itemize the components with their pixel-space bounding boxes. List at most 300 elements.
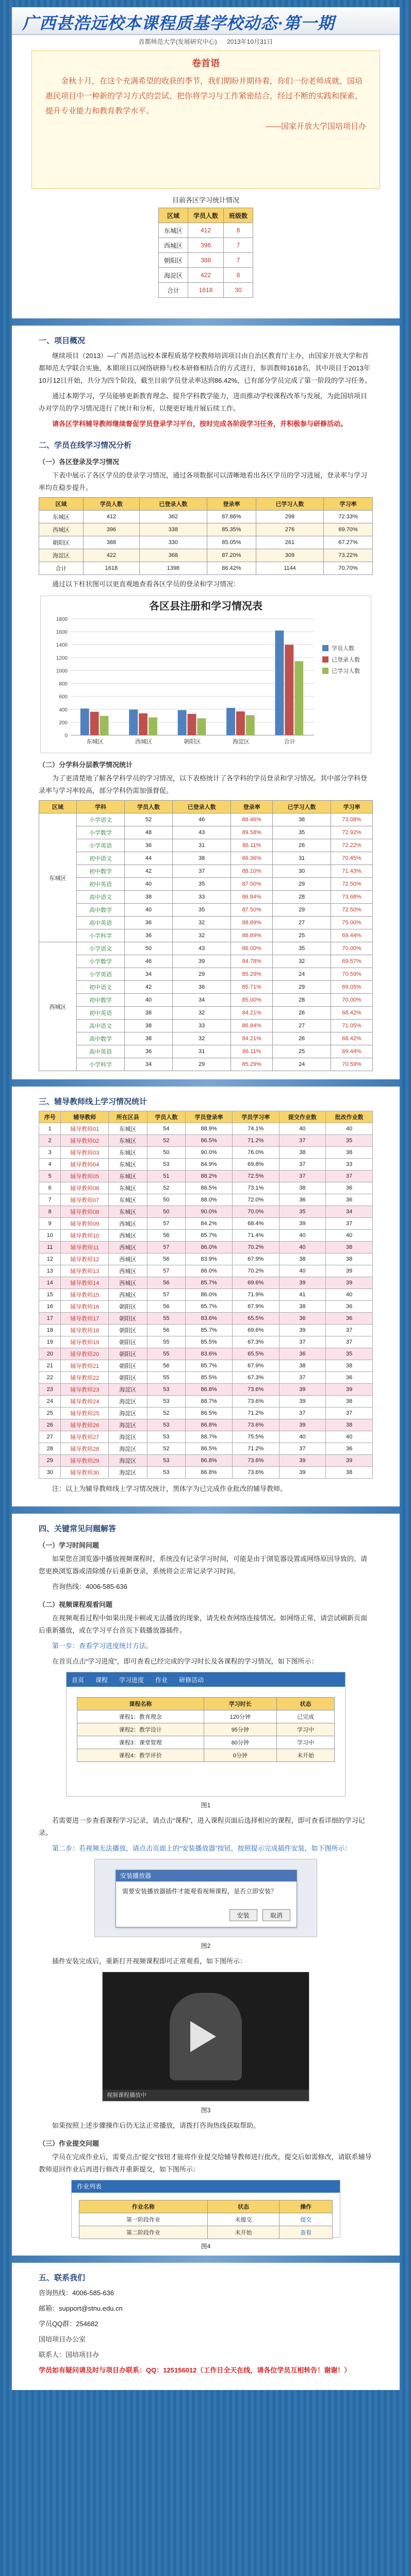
table-cell: 35 bbox=[273, 826, 331, 839]
table-cell: 未开始 bbox=[276, 1749, 334, 1762]
table-cell: 68.42% bbox=[331, 1007, 373, 1020]
table-row bbox=[39, 1058, 373, 1071]
table-row bbox=[39, 1171, 373, 1182]
table-cell: 海淀区 bbox=[108, 1419, 147, 1431]
table-row bbox=[158, 238, 253, 253]
platform-tab[interactable]: 学习进度 bbox=[119, 1676, 144, 1684]
header-banner bbox=[12, 7, 400, 35]
table-cell: 69.44% bbox=[331, 1045, 373, 1058]
table-cell: 小学科学 bbox=[76, 1058, 124, 1071]
column-header: 学员学习率 bbox=[232, 1111, 279, 1123]
dialog-title: 安装播放器 bbox=[116, 1870, 297, 1882]
table-cell: 已完成 bbox=[276, 1710, 334, 1723]
table-cell: 38 bbox=[125, 1007, 173, 1020]
table-cell: 57 bbox=[147, 1289, 186, 1301]
y-tick-label: 1600 bbox=[56, 630, 68, 636]
progress-row bbox=[77, 1710, 335, 1723]
table-cell: 88.89% bbox=[231, 917, 273, 929]
y-tick-label: 1400 bbox=[56, 642, 68, 649]
table-cell: 学习中 bbox=[276, 1723, 334, 1736]
section-divider bbox=[12, 2256, 400, 2263]
table-row bbox=[39, 1372, 373, 1384]
table-cell: 71.05% bbox=[331, 1020, 373, 1032]
table-cell: 17 bbox=[39, 1313, 61, 1325]
table-cell: 67.9% bbox=[232, 1253, 279, 1265]
table-cell: 37 bbox=[279, 1171, 326, 1182]
table-cell: 27 bbox=[273, 917, 331, 929]
cancel-button[interactable]: 取消 bbox=[262, 1909, 290, 1921]
table-cell: 西城区 bbox=[108, 1242, 147, 1253]
table-row bbox=[39, 852, 373, 865]
column-header: 登录率 bbox=[231, 801, 273, 814]
table-cell: 小学数学 bbox=[76, 826, 124, 839]
table-cell: 辅导教师21 bbox=[61, 1360, 109, 1372]
table-cell: 东城区 bbox=[108, 1147, 147, 1159]
table-cell: 辅导教师10 bbox=[61, 1230, 109, 1242]
paragraph: 为了更清楚地了解各学科学员的学习情况，以下表格统计了各学科的学员登录和学习情况。其中部分学科登录率与学习率较高，部分学科仍需加强督促。 bbox=[39, 774, 368, 794]
table-cell: 35 bbox=[279, 1206, 326, 1218]
table-cell: 57 bbox=[147, 1265, 186, 1277]
table-cell: 38 bbox=[326, 1147, 373, 1159]
table-cell: 11 bbox=[39, 1242, 61, 1253]
progress-header bbox=[77, 1698, 335, 1710]
table-row bbox=[39, 1348, 373, 1360]
table-row bbox=[39, 536, 373, 549]
bar-2 bbox=[149, 717, 157, 735]
table-cell: 72.50% bbox=[331, 878, 373, 891]
table-cell: 小学英语 bbox=[76, 968, 124, 981]
column-header: 学员人数 bbox=[125, 801, 173, 814]
table-cell: 朝阳区 bbox=[108, 1360, 147, 1372]
table-cell: 40 bbox=[326, 1289, 373, 1301]
table-cell: 44 bbox=[125, 852, 173, 865]
table-cell: 1144 bbox=[256, 562, 323, 575]
table-cell: 朝阳区 bbox=[158, 253, 188, 268]
table-cell: 31 bbox=[173, 1045, 231, 1058]
preface-signature: ——国家开放大学国培项目办 bbox=[265, 122, 366, 131]
table-cell: 3 bbox=[39, 1147, 61, 1159]
table-cell: 辅导教师07 bbox=[61, 1194, 109, 1206]
table-cell: 2 bbox=[39, 1135, 61, 1147]
table-cell: 东城区 bbox=[158, 223, 188, 238]
bar-0 bbox=[226, 708, 235, 735]
dialog-text: 需要安装播放器插件才能观看视频课程，是否立即安装？ bbox=[122, 1888, 277, 1895]
platform-tab[interactable]: 作业 bbox=[155, 1676, 168, 1684]
table-cell: 39 bbox=[279, 1277, 326, 1289]
table-cell: 50 bbox=[125, 942, 173, 955]
table-cell: 85.29% bbox=[231, 968, 273, 981]
table-cell: 东城区 bbox=[108, 1123, 147, 1135]
newsletter-title: 广西甚浩远校本课程质基学校动态·第一期 bbox=[22, 14, 335, 32]
x-tick-label: 朝阳区 bbox=[184, 739, 201, 745]
table-cell: 34 bbox=[125, 1058, 173, 1071]
table-cell: 84.9% bbox=[186, 1159, 233, 1171]
column-header: 状态 bbox=[276, 1698, 334, 1710]
table-cell: 73.6% bbox=[232, 1419, 279, 1431]
table-cell: 辅导教师01 bbox=[61, 1123, 109, 1135]
table-row bbox=[39, 1020, 373, 1032]
table-cell: 298 bbox=[256, 511, 323, 523]
table-cell: 西城区 bbox=[108, 1253, 147, 1265]
table-row bbox=[39, 1007, 373, 1020]
table-cell: 26 bbox=[273, 839, 331, 852]
table-cell: 东城区 bbox=[108, 1135, 147, 1147]
table-cell: 70.59% bbox=[331, 968, 373, 981]
contact-office: 国培项目办公室 bbox=[39, 2335, 86, 2343]
homework-title: 作业列表 bbox=[72, 2180, 340, 2193]
column-header: 批改作业数 bbox=[326, 1111, 373, 1123]
preface-text: 金秋十月，在这个充满希望的收获的季节，我们期盼并期待着，你们一份老师成就，国培惠民项目中一种新的学习方式的尝试、把你将学习与工作紧密结合，经过不断的实践和探索，提升专业能力和教育教学水平。 bbox=[45, 77, 363, 115]
table-cell: 35 bbox=[326, 1135, 373, 1147]
table-cell: 55 bbox=[147, 1313, 186, 1325]
table-cell: 辅导教师24 bbox=[61, 1396, 109, 1408]
table-row bbox=[39, 1301, 373, 1313]
column-header: 提交作业数 bbox=[279, 1111, 326, 1123]
table-row bbox=[39, 1159, 373, 1171]
table-cell: 20 bbox=[39, 1348, 61, 1360]
platform-tabs bbox=[67, 1672, 345, 1687]
table-cell: 辅导教师25 bbox=[61, 1408, 109, 1419]
table-cell: 86.42% bbox=[207, 562, 256, 575]
table-cell: 38 bbox=[125, 1020, 173, 1032]
table-cell: 15 bbox=[39, 1289, 61, 1301]
table-cell: 海淀区 bbox=[108, 1384, 147, 1396]
table-cell: 73.68% bbox=[331, 891, 373, 904]
y-tick-label: 200 bbox=[59, 720, 68, 726]
paragraph: 插件安装完成后，重新打开视频课程即可正常观看，如下图所示： bbox=[52, 1957, 247, 1965]
district-stats-body bbox=[39, 511, 373, 575]
table-cell: 70.2% bbox=[232, 1242, 279, 1253]
table-cell: 37 bbox=[279, 1372, 326, 1384]
table-cell: 辅导教师19 bbox=[61, 1336, 109, 1348]
table-cell: 38 bbox=[326, 1419, 373, 1431]
table-cell: 海淀区 bbox=[158, 268, 188, 283]
table-cell: 85.7% bbox=[186, 1277, 233, 1289]
bar-2 bbox=[246, 715, 255, 735]
column-header: 班级数 bbox=[224, 208, 253, 223]
hotline-text: 咨询热线：4006-585-636 bbox=[52, 1583, 127, 1590]
table-row bbox=[158, 283, 253, 298]
table-row bbox=[39, 929, 373, 942]
table-row bbox=[39, 523, 373, 536]
table-cell: 67.3% bbox=[232, 1336, 279, 1348]
table-cell: 72.92% bbox=[331, 826, 373, 839]
preface-title: 卷首语 bbox=[192, 58, 220, 69]
platform-tab[interactable]: 首页 bbox=[72, 1676, 85, 1684]
table-cell: 辅导教师15 bbox=[61, 1289, 109, 1301]
table-cell: 54 bbox=[147, 1123, 186, 1135]
table-cell: 25 bbox=[273, 929, 331, 942]
table-cell: 0分钟 bbox=[204, 1749, 276, 1762]
table-cell: 31 bbox=[173, 839, 231, 852]
section-divider bbox=[12, 1506, 400, 1514]
table-cell: 西城区 bbox=[108, 1277, 147, 1289]
preface-box bbox=[31, 50, 380, 189]
table-cell: 67.9% bbox=[232, 1301, 279, 1313]
table-cell: 海淀区 bbox=[108, 1455, 147, 1467]
table-cell: 69.44% bbox=[331, 929, 373, 942]
table-cell: 合计 bbox=[158, 283, 188, 298]
table-cell: 72.50% bbox=[331, 904, 373, 917]
table-cell: 13 bbox=[39, 1265, 61, 1277]
table-cell: 85.5% bbox=[186, 1372, 233, 1384]
table-cell: 37 bbox=[326, 1218, 373, 1230]
paragraph: 若需要进一步查看课程学习记录，请点击“课程”，进入课程页面后选择相应的课程，即可查看详细的学习记录。 bbox=[39, 1817, 365, 1837]
paragraph: 学员在完成作业后，需要点击“提交”按钮才能将作业提交给辅导教师进行批改。提交后如需修改，请联系辅导教师退回作业后再进行修改并重新提交，如下图所示： bbox=[39, 2153, 372, 2173]
legend-label: 已学习人数 bbox=[332, 668, 360, 674]
table-row bbox=[39, 917, 373, 929]
table-row bbox=[39, 981, 373, 994]
y-tick-label: 1200 bbox=[56, 655, 68, 662]
table-cell: 72.33% bbox=[324, 511, 373, 523]
table-cell: 52 bbox=[147, 1408, 186, 1419]
table-cell: 85.00% bbox=[231, 994, 273, 1007]
tutor-stats-body bbox=[39, 1123, 373, 1479]
table-cell: 29 bbox=[173, 1058, 231, 1071]
platform-tab[interactable]: 研修活动 bbox=[179, 1676, 204, 1684]
x-tick-label: 合计 bbox=[284, 739, 295, 745]
table-cell: 86.0% bbox=[186, 1242, 233, 1253]
table-cell: 海淀区 bbox=[108, 1467, 147, 1479]
bar-1 bbox=[90, 712, 99, 735]
table-cell: 388 bbox=[188, 253, 223, 268]
table-cell: 73.6% bbox=[232, 1467, 279, 1479]
table-cell: 辅导教师04 bbox=[61, 1159, 109, 1171]
table-cell: 50 bbox=[147, 1147, 186, 1159]
table-cell: 朝阳区 bbox=[108, 1372, 147, 1384]
table-cell: 海淀区 bbox=[108, 1431, 147, 1443]
table-cell: 38 bbox=[173, 852, 231, 865]
table-row bbox=[39, 994, 373, 1007]
issue-date: 2013年10月31日 bbox=[226, 38, 273, 45]
table-cell: 16 bbox=[39, 1301, 61, 1313]
table-cell: 70.00% bbox=[331, 942, 373, 955]
table-cell: 56 bbox=[147, 1253, 186, 1265]
table-cell: 55 bbox=[147, 1336, 186, 1348]
column-header: 辅导教师 bbox=[61, 1111, 109, 1123]
table-cell: 39 bbox=[279, 1384, 326, 1396]
table-cell: 高中英语 bbox=[76, 917, 124, 929]
section-faq bbox=[12, 1523, 400, 2250]
table-cell: 88.2% bbox=[186, 1171, 233, 1182]
table-cell: 120分钟 bbox=[204, 1710, 276, 1723]
table-cell: 辅导教师11 bbox=[61, 1242, 109, 1253]
table-cell: 46 bbox=[125, 955, 173, 968]
table-cell: 53 bbox=[147, 1159, 186, 1171]
platform-nav bbox=[67, 1672, 345, 1687]
table-cell: 1398 bbox=[139, 562, 207, 575]
table-cell: 28 bbox=[39, 1443, 61, 1455]
table-cell: 86.00% bbox=[231, 942, 273, 955]
y-tick-label: 800 bbox=[59, 681, 68, 687]
table-cell: 87.50% bbox=[231, 904, 273, 917]
table-cell: 东城区 bbox=[108, 1171, 147, 1182]
table-cell: 辅导教师02 bbox=[61, 1135, 109, 1147]
table-cell: 338 bbox=[139, 523, 207, 536]
table-cell: 西城区 bbox=[108, 1230, 147, 1242]
homework-action-link[interactable]: 提交 bbox=[280, 2213, 333, 2226]
table-cell: 39 bbox=[279, 1218, 326, 1230]
table-cell: 27 bbox=[39, 1431, 61, 1443]
table-cell: 73.1% bbox=[232, 1182, 279, 1194]
summary-table bbox=[158, 208, 253, 298]
table-cell: 422 bbox=[188, 268, 223, 283]
table-cell: 71.2% bbox=[232, 1443, 279, 1455]
table-cell: 37 bbox=[326, 1408, 373, 1419]
table-cell: 330 bbox=[139, 536, 207, 549]
table-row bbox=[39, 1277, 373, 1289]
column-header: 状态 bbox=[207, 2200, 279, 2213]
district-bar-chart bbox=[41, 596, 371, 753]
table-cell: 辅导教师23 bbox=[61, 1384, 109, 1396]
table-cell: 86.5% bbox=[186, 1408, 233, 1419]
table-cell: 50 bbox=[147, 1206, 186, 1218]
table-cell: 38 bbox=[279, 1360, 326, 1372]
table-cell: 40 bbox=[279, 1230, 326, 1242]
table-cell: 51 bbox=[147, 1171, 186, 1182]
table-row bbox=[39, 1396, 373, 1408]
table-cell: 67.27% bbox=[324, 536, 373, 549]
column-header: 学习率 bbox=[331, 801, 373, 814]
table-cell: 84.21% bbox=[231, 1007, 273, 1020]
table-cell: 37 bbox=[279, 1159, 326, 1171]
table-cell: 46 bbox=[173, 814, 231, 826]
table-cell: 29 bbox=[273, 878, 331, 891]
table-cell: 86.84% bbox=[231, 891, 273, 904]
table-row bbox=[39, 968, 373, 981]
table-cell: 396 bbox=[188, 238, 223, 253]
column-header: 区域 bbox=[39, 498, 84, 511]
table-row bbox=[39, 826, 373, 839]
bar-2 bbox=[100, 716, 109, 735]
table-cell: 1 bbox=[39, 1123, 61, 1135]
table-cell: 西城区 bbox=[158, 238, 188, 253]
table-cell: 39 bbox=[326, 1384, 373, 1396]
subsection-title: （二）分学科分层教学情况统计 bbox=[39, 761, 133, 769]
table-cell: 37 bbox=[326, 1336, 373, 1348]
y-tick-label: 1000 bbox=[56, 668, 68, 674]
table-cell: 朝阳区 bbox=[108, 1348, 147, 1360]
table-cell: 34 bbox=[125, 968, 173, 981]
table-cell: 37 bbox=[279, 1408, 326, 1419]
table-cell: 27 bbox=[273, 1020, 331, 1032]
subsection-title: （一）各区登录及学习情况 bbox=[39, 458, 120, 466]
table-cell: 396 bbox=[84, 523, 140, 536]
table-cell: 辅导教师06 bbox=[61, 1182, 109, 1194]
table-cell: 39 bbox=[326, 1265, 373, 1277]
table-row bbox=[39, 511, 373, 523]
table-cell: 95分钟 bbox=[204, 1723, 276, 1736]
bar-0 bbox=[178, 710, 187, 735]
homework-table bbox=[79, 2200, 333, 2239]
table-cell: 88.9% bbox=[186, 1123, 233, 1135]
table-cell: 38 bbox=[279, 1253, 326, 1265]
table-cell: 65.5% bbox=[232, 1313, 279, 1325]
table-cell: 8 bbox=[224, 268, 253, 283]
table-cell: 86.8% bbox=[186, 1467, 233, 1479]
table-cell: 40 bbox=[279, 1242, 326, 1253]
table-cell: 70.70% bbox=[324, 562, 373, 575]
table-cell: 海淀区 bbox=[108, 1396, 147, 1408]
contact-notice: 学员如有疑问请及时与项目办联系：QQ：125156012（工作日全天在线，请各位学员互相转告！谢谢！） bbox=[39, 2366, 351, 2374]
table-row bbox=[39, 891, 373, 904]
table-cell: 辅导教师17 bbox=[61, 1313, 109, 1325]
table-cell: 36 bbox=[125, 929, 173, 942]
legend-label: 已登录人数 bbox=[332, 657, 360, 663]
table-cell: 辅导教师22 bbox=[61, 1372, 109, 1384]
section-title: 五、联系我们 bbox=[39, 2274, 86, 2282]
question-title: （三）作业提交问题 bbox=[39, 2140, 100, 2147]
table-cell: 辅导教师12 bbox=[61, 1253, 109, 1265]
table-row bbox=[39, 1265, 373, 1277]
table-cell: 75.00% bbox=[331, 917, 373, 929]
table-row bbox=[158, 268, 253, 283]
table-cell: 69.70% bbox=[324, 523, 373, 536]
table-cell: 7 bbox=[39, 1194, 61, 1206]
table-row bbox=[39, 1147, 373, 1159]
column-header: 已学习人数 bbox=[256, 498, 323, 511]
platform-tab[interactable]: 课程 bbox=[95, 1676, 108, 1684]
table-cell: 40 bbox=[125, 994, 173, 1007]
table-cell: 19 bbox=[39, 1336, 61, 1348]
table-cell: 22 bbox=[39, 1372, 61, 1384]
table-cell: 362 bbox=[139, 511, 207, 523]
subject-stats-table bbox=[39, 800, 373, 1071]
table-cell: 38 bbox=[125, 1032, 173, 1045]
table-cell: 7 bbox=[224, 238, 253, 253]
table-cell: 88.0% bbox=[186, 1194, 233, 1206]
group-cell: 东城区 bbox=[39, 814, 77, 942]
column-header: 区域 bbox=[39, 801, 77, 814]
table-cell: 海淀区 bbox=[39, 549, 84, 562]
play-icon[interactable] bbox=[190, 2021, 216, 2052]
table-cell: 53 bbox=[147, 1467, 186, 1479]
table-cell: 37 bbox=[173, 865, 231, 878]
table-cell: 西城区 bbox=[108, 1289, 147, 1301]
homework-action-link[interactable]: 查看 bbox=[280, 2226, 333, 2239]
table-cell: 辅导教师29 bbox=[61, 1455, 109, 1467]
contact-person: 联系人：国培项目办 bbox=[39, 2351, 100, 2359]
install-button[interactable]: 安装 bbox=[229, 1909, 257, 1921]
table-cell: 71.2% bbox=[232, 1135, 279, 1147]
table-cell: 56 bbox=[147, 1325, 186, 1336]
table-row bbox=[39, 955, 373, 968]
table-cell: 53 bbox=[147, 1431, 186, 1443]
table-cell: 83.6% bbox=[186, 1348, 233, 1360]
table-cell: 412 bbox=[84, 511, 140, 523]
table-cell: 52 bbox=[147, 1443, 186, 1455]
column-header: 学科 bbox=[76, 801, 124, 814]
table-cell: 35 bbox=[326, 1348, 373, 1360]
y-tick-label: 400 bbox=[59, 707, 68, 713]
progress-table bbox=[77, 1697, 335, 1762]
table-cell: 初中数学 bbox=[76, 865, 124, 878]
paragraph: 在视频观看过程中如果出现卡顿或无法播放的现象，请先检查网络连接情况。如网络正常，请尝试刷新页面后重新播放，或在学习平台首页下载播放器插件。 bbox=[39, 1614, 368, 1634]
table-cell: 辅导教师05 bbox=[61, 1171, 109, 1182]
table-row bbox=[39, 1289, 373, 1301]
table-cell: 37 bbox=[279, 1443, 326, 1455]
table-cell: 8 bbox=[39, 1206, 61, 1218]
table-cell: 39 bbox=[326, 1277, 373, 1289]
table-cell: 86.8% bbox=[186, 1455, 233, 1467]
table-cell: 65.5% bbox=[232, 1348, 279, 1360]
table-cell: 32 bbox=[173, 917, 231, 929]
table-cell: 初中语文 bbox=[76, 852, 124, 865]
table-cell: 86.0% bbox=[186, 1265, 233, 1277]
table-cell: 43 bbox=[173, 826, 231, 839]
column-header: 学员登录率 bbox=[186, 1111, 233, 1123]
table-cell: 57 bbox=[147, 1218, 186, 1230]
